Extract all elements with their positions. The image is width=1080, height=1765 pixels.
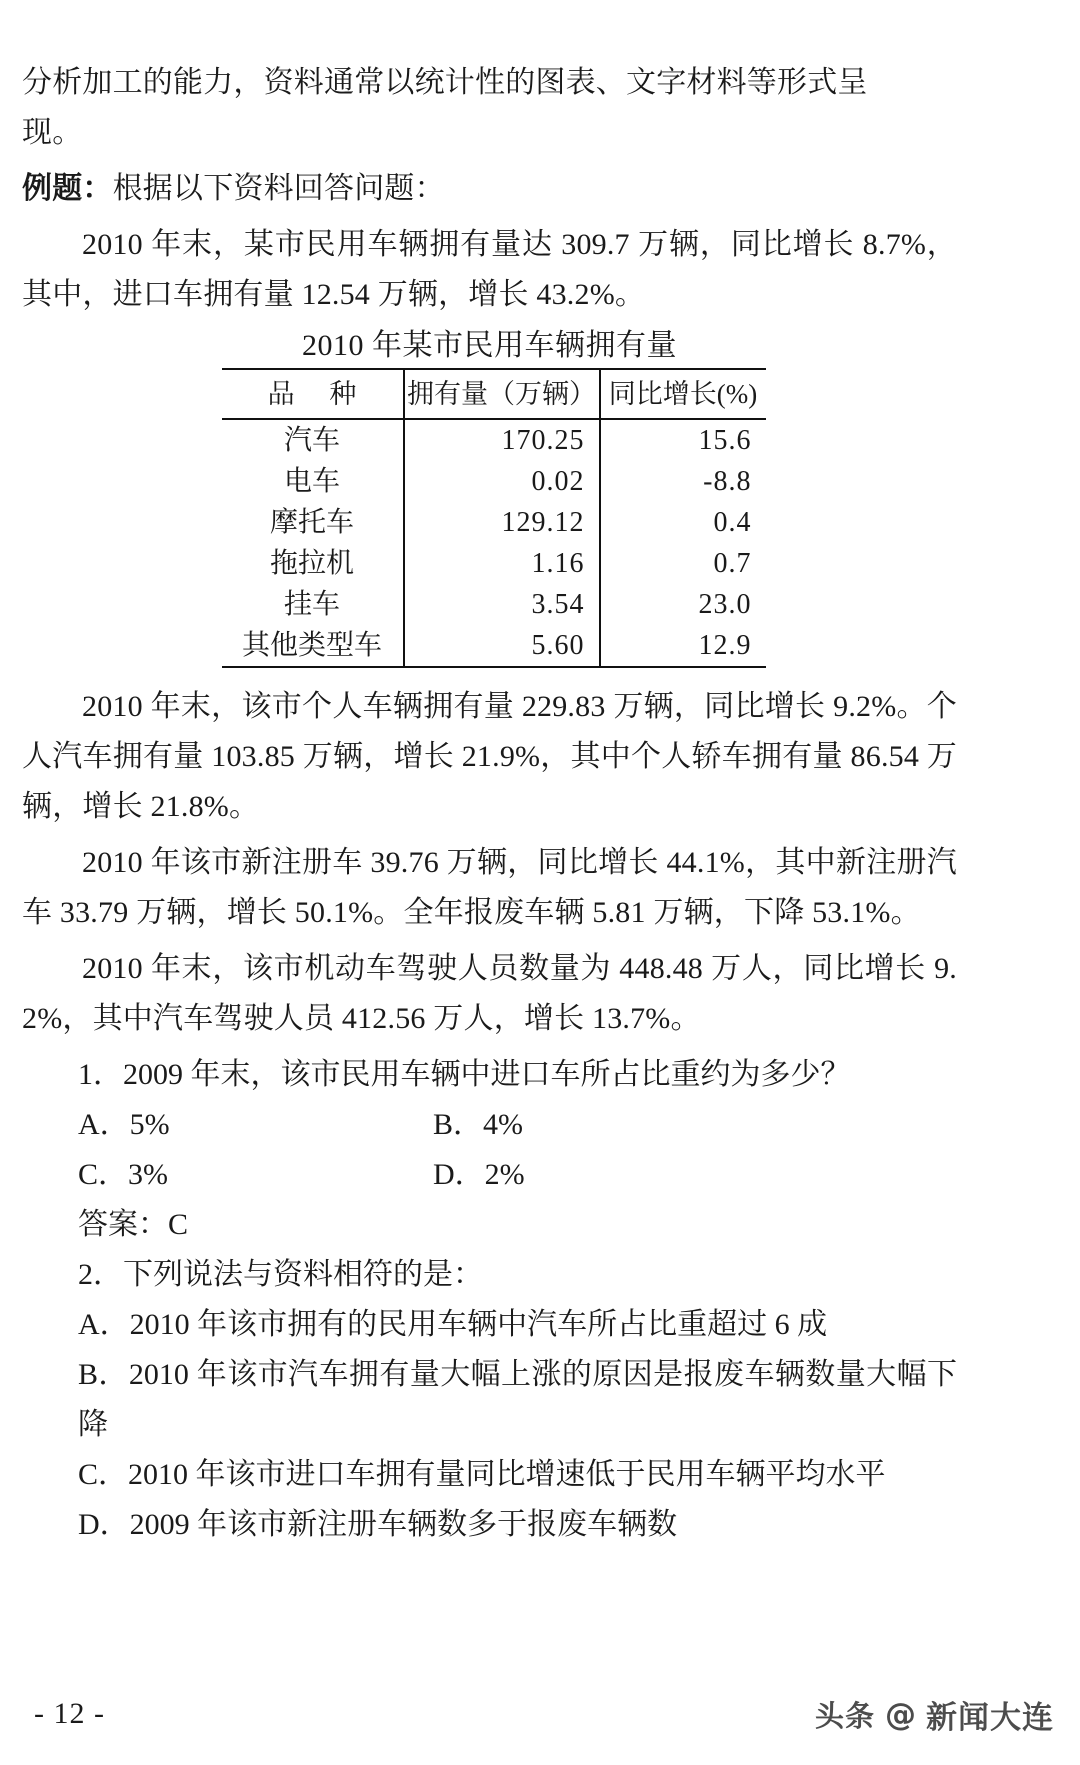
- question-2-option-a[interactable]: A．2010 年该市拥有的民用车辆中汽车所占比重超过 6 成: [78, 1308, 828, 1341]
- page-body: [22, 58, 957, 1550]
- question-1-stem: 1．2009 年末，该市民用车辆中进口车所占比重约为多少？: [78, 1058, 851, 1091]
- cell-growth: -8.8: [703, 466, 752, 497]
- question-2-option-b[interactable]: B．2010 年该市汽车拥有量大幅上涨的原因是报废车辆数量大幅下降: [78, 1358, 957, 1441]
- cell-kind: 摩托车: [269, 507, 354, 538]
- page-number: - 12 -: [34, 1697, 105, 1730]
- intro-line-2: 现。: [22, 116, 83, 149]
- cell-growth: 15.6: [698, 425, 752, 456]
- watermark: [815, 1692, 1054, 1737]
- cell-amount: 129.12: [404, 502, 600, 543]
- cell-growth: 12.9: [600, 625, 766, 667]
- question-2-option-d[interactable]: D．2009 年该市新注册车辆数多于报废车辆数: [78, 1508, 678, 1541]
- spacer: [22, 672, 957, 682]
- table-title: 2010 年某市民用车辆拥有量: [302, 329, 677, 362]
- question-1-answer: 答案：C: [78, 1208, 189, 1241]
- cell-amount: 5.60: [404, 625, 600, 667]
- cell-kind: 电车: [283, 466, 340, 497]
- passage-1: 2010 年末，某市民用车辆拥有量达 309.7 万辆，同比增长 8.7%，其中，进口车拥有量 12.54 万辆，增长 43.2%。: [22, 228, 957, 311]
- cell-amount: 3.54: [404, 584, 600, 625]
- table-row: [222, 461, 766, 502]
- cell-kind: 拖拉机: [269, 548, 354, 579]
- question-2-stem: 2．下列说法与资料相符的是：: [78, 1258, 483, 1291]
- cell-kind: 汽车: [283, 425, 340, 456]
- cell-growth: 0.7: [713, 548, 752, 579]
- question-1-option-c[interactable]: C．3%: [78, 1158, 168, 1191]
- cell-kind: 其他类型车: [222, 625, 404, 667]
- question-1-option-d[interactable]: D．2%: [433, 1158, 525, 1191]
- table-row: [222, 625, 766, 667]
- question-1-option-b[interactable]: B．4%: [433, 1108, 523, 1141]
- table-header-amount: 拥有量（万辆）: [404, 369, 600, 419]
- vehicle-table-block: [22, 326, 957, 668]
- intro-line-1: 分析加工的能力，资料通常以统计性的图表、文字材料等形式呈: [22, 66, 868, 99]
- watermark-at-icon: @: [885, 1696, 916, 1733]
- table-header-kind: 品 种: [222, 369, 404, 419]
- cell-growth: 0.4: [713, 507, 752, 538]
- example-prompt: 根据以下资料回答问题：: [112, 172, 445, 205]
- cell-amount: 0.02: [404, 461, 600, 502]
- cell-kind: 挂车: [283, 589, 340, 620]
- table-header-growth: 同比增长(%): [600, 369, 766, 419]
- table-row: [222, 502, 766, 543]
- watermark-source: 头条: [814, 1699, 875, 1733]
- table-header-row: [222, 369, 766, 419]
- table-row: [222, 543, 766, 584]
- example-label: 例题：: [22, 172, 113, 205]
- table-row: [222, 419, 766, 461]
- example-heading: [22, 164, 957, 214]
- cell-amount: 1.16: [404, 543, 600, 584]
- question-1-options-row-1: [22, 1100, 957, 1150]
- cell-growth: 23.0: [698, 589, 752, 620]
- vehicle-ownership-table: [222, 368, 766, 668]
- table-row: [222, 584, 766, 625]
- passage-3: 2010 年该市新注册车 39.76 万辆，同比增长 44.1%，其中新注册汽车 33.79 万辆，增长 50.1%。全年报废车辆 5.81 万辆，下降 53.1%。: [22, 846, 957, 929]
- watermark-account-name: 新闻大连: [926, 1700, 1054, 1736]
- question-1-options-row-2: [22, 1150, 957, 1200]
- passage-2: 2010 年末，该市个人车辆拥有量 229.83 万辆，同比增长 9.2%。个人汽车拥有量 103.85 万辆，增长 21.9%，其中个人轿车拥有量 86.54 万辆，增长 21.8%。: [22, 690, 957, 823]
- passage-4: 2010 年末，该市机动车驾驶人员数量为 448.48 万人，同比增长 9.2%，其中汽车驾驶人员 412.56 万人，增长 13.7%。: [22, 952, 957, 1035]
- cell-amount: 170.25: [404, 419, 600, 461]
- question-2-option-c[interactable]: C．2010 年该市进口车拥有量同比增速低于民用车辆平均水平: [78, 1458, 886, 1491]
- question-1-option-a[interactable]: A．5%: [78, 1108, 170, 1141]
